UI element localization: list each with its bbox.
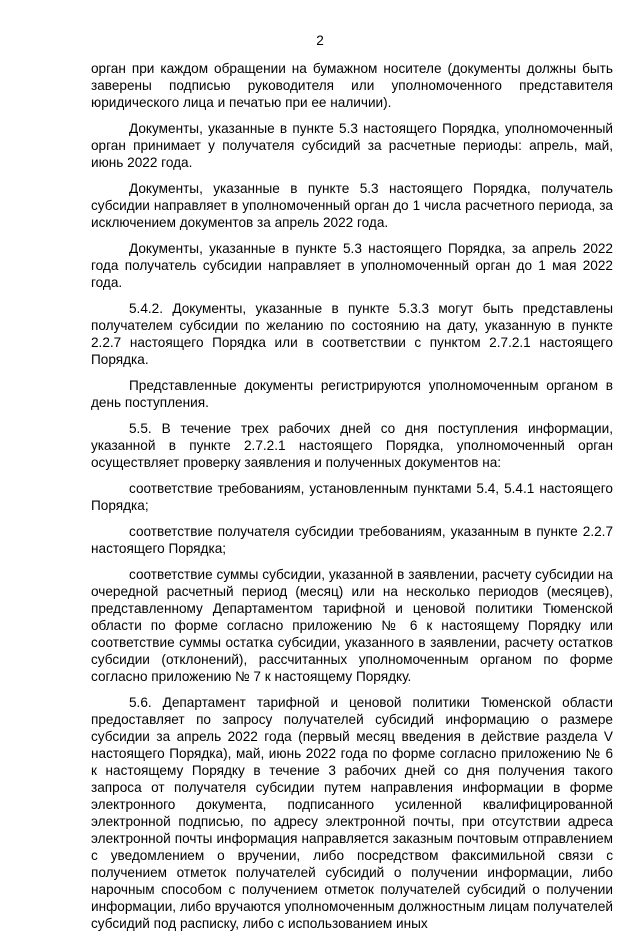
paragraph-5-6: 5.6. Департамент тарифной и ценовой политики Тюменской области предоставляет по запросу получателей субсидий информацию о размере субсидии за апрель 2022 года (первый месяц введения в действие раздела V настоящего Порядка), май, июнь 2022 года по форме согласно приложению № 6 к настоящему Порядку в течение 3 рабочих дней со дня получения такого запроса от получателя субсидии путем направления информации в форме электронного документа, подписанного усиленной квалифицированной электронной подписью, по адресу электронной почты, при отсутствии адреса электронной почты информация направляется заказным почтовым отправлением с уведомлением о вручении, либо посредством факсимильной связи с получением отметок получателей субсидий о получении информации, либо нарочным способом с получением отметок получателей субсидий о получении информации, либо вручаются уполномоченным должностным лицам получателей субсидий под расписку, либо с использованием иных (91, 695, 613, 931)
document-body (91, 60, 613, 941)
page-number: 2 (316, 33, 324, 48)
paragraph-documents-deadline: Документы, указанные в пункте 5.3 настоящего Порядка, получатель субсидии направляет в уполномоченный орган до 1 числа расчетного периода, за исключением документов за апрель 2022 года. (91, 181, 613, 230)
paragraph-documents-april: Документы, указанные в пункте 5.3 настоящего Порядка, за апрель 2022 года получатель субсидии направляет в уполномоченный орган до 1 мая 2022 года. (91, 241, 613, 290)
paragraph-check-recipient: соответствие получателя субсидии требованиям, указанным в пункте 2.2.7 настоящего Порядка; (91, 524, 613, 556)
paragraph-check-amount: соответствие суммы субсидии, указанной в заявлении, расчету субсидии на очередной расчетный период (месяц) или на несколько периодов (месяцев), представленному Департаментом тарифной и ценовой политики Тюменской области по форме согласно приложению № 6 к настоящему Порядку или соответствие суммы остатка субсидии, указанного в заявлении, расчету остатков субсидии (отклонений), рассчитанных уполномоченным органом по форме согласно приложению № 7 к настоящему Порядку. (91, 567, 613, 684)
paragraph-check-requirements: соответствие требованиям, установленным пунктами 5.4, 5.4.1 настоящего Порядка; (91, 481, 613, 513)
paragraph-5-5: 5.5. В течение трех рабочих дней со дня поступления информации, указанной в пункте 2.7.2.1 настоящего Порядка, уполномоченный орган осуществляет проверку заявления и полученных документов на: (91, 421, 613, 470)
paragraph-5-4-2: 5.4.2. Документы, указанные в пункте 5.3.3 могут быть представлены получателем субсидии по желанию по состоянию на дату, указанную в пункте 2.2.7 настоящего Порядка или в соответствии с пунктом 2.7.2.1 настоящего Порядка. (91, 301, 613, 367)
paragraph-documents-periods: Документы, указанные в пункте 5.3 настоящего Порядка, уполномоченный орган принимает у получателя субсидий за расчетные периоды: апрель, май, июнь 2022 года. (91, 121, 613, 170)
paragraph-continuation: орган при каждом обращении на бумажном носителе (документы должны быть заверены подписью руководителя или уполномоченного представителя юридического лица и печатью при ее наличии). (91, 61, 613, 110)
paragraph-registration: Представленные документы регистрируются уполномоченным органом в день поступления. (91, 378, 613, 410)
